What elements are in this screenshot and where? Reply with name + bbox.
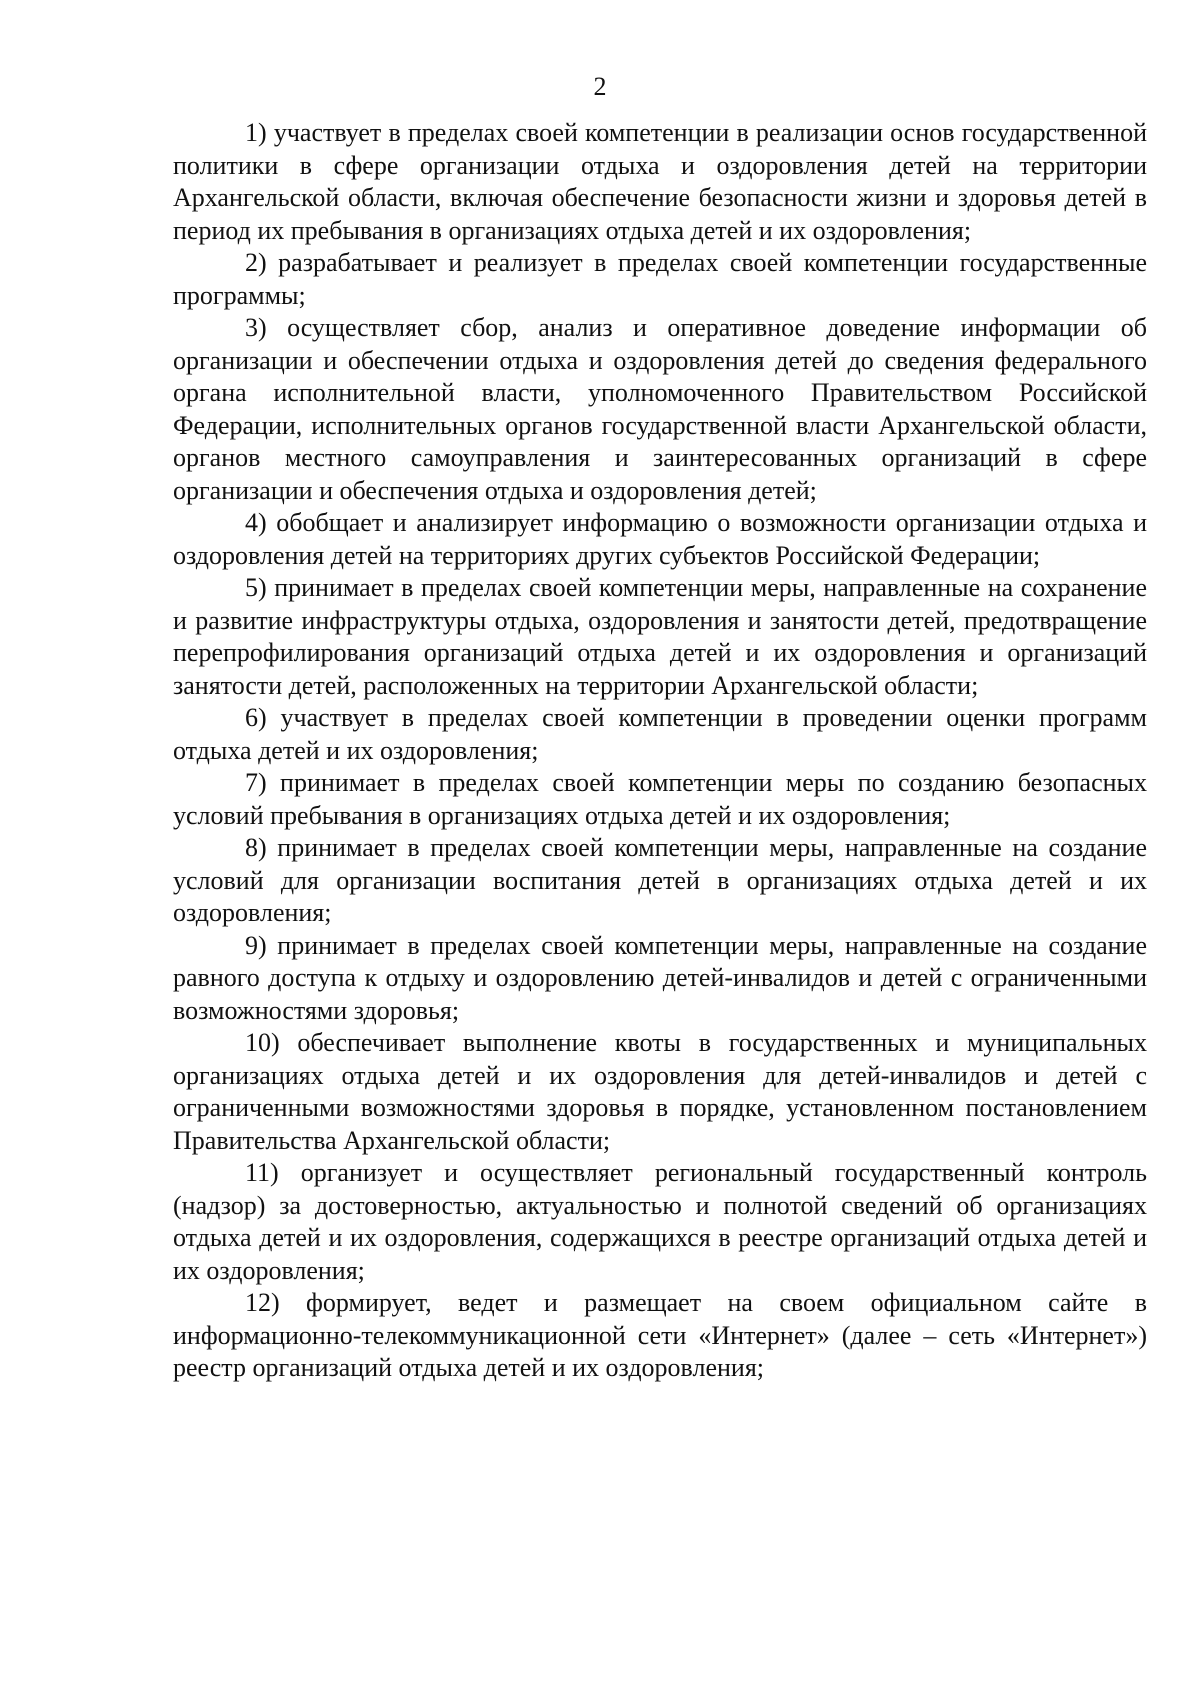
list-item-3: 3) осуществляет сбор, анализ и оперативное доведение информации об организации и обеспечении отдыха и оздоровления детей до сведения федерального органа исполнительной власти, уполномоченного Правительством Российской Федерации, исполнительных органов государственной власти Архангельской области, органов местного самоуправления и заинтересованных организаций в сфере организации и обеспечения отдыха и оздоровления детей; — [173, 313, 1147, 505]
document-body — [173, 117, 1147, 1385]
list-item-2: 2) разрабатывает и реализует в пределах своей компетенции государственные программы; — [173, 248, 1147, 310]
list-item-7: 7) принимает в пределах своей компетенции меры по созданию безопасных условий пребывания в организациях отдыха детей и их оздоровления; — [173, 768, 1147, 830]
list-item-9: 9) принимает в пределах своей компетенции меры, направленные на создание равного доступа к отдыху и оздоровлению детей-инвалидов и детей с ограниченными возможностями здоровья; — [173, 930, 1147, 1025]
list-item-11: 11) организует и осуществляет региональный государственный контроль (надзор) за достоверностью, актуальностью и полнотой сведений об организациях отдыха детей и их оздоровления, содержащихся в реестре организаций отдыха детей и их оздоровления; — [173, 1158, 1147, 1285]
list-item-12: 12) формирует, ведет и размещает на своем официальном сайте в информационно-телекоммуникационной сети «Интернет» (далее – сеть «Интернет») реестр организаций отдыха детей и их оздоровления; — [173, 1288, 1147, 1382]
list-item-5: 5) принимает в пределах своей компетенции меры, направленные на сохранение и развитие инфраструктуры отдыха, оздоровления и занятости детей, предотвращение перепрофилирования организаций отдыха детей и их оздоровления и организаций занятости детей, расположенных на территории Архангельской области; — [173, 573, 1147, 700]
page-number: 2 — [593, 72, 607, 101]
list-item-1: 1) участвует в пределах своей компетенции в реализации основ государственной политики в сфере организации отдыха и оздоровления детей на территории Архангельской области, включая обеспечение безопасности жизни и здоровья детей в период их пребывания в организациях отдыха детей и их оздоровления; — [173, 118, 1147, 245]
list-item-6: 6) участвует в пределах своей компетенции в проведении оценки программ отдыха детей и их оздоровления; — [173, 703, 1147, 765]
list-item-8: 8) принимает в пределах своей компетенции меры, направленные на создание условий для организации воспитания детей в организациях отдыха детей и их оздоровления; — [173, 833, 1147, 927]
list-item-4: 4) обобщает и анализирует информацию о возможности организации отдыха и оздоровления детей на территориях других субъектов Российской Федерации; — [173, 508, 1147, 570]
list-item-10: 10) обеспечивает выполнение квоты в государственных и муниципальных организациях отдыха детей и их оздоровления для детей-инвалидов и детей с ограниченными возможностями здоровья в порядке, установленном постановлением Правительства Архангельской области; — [173, 1028, 1147, 1155]
